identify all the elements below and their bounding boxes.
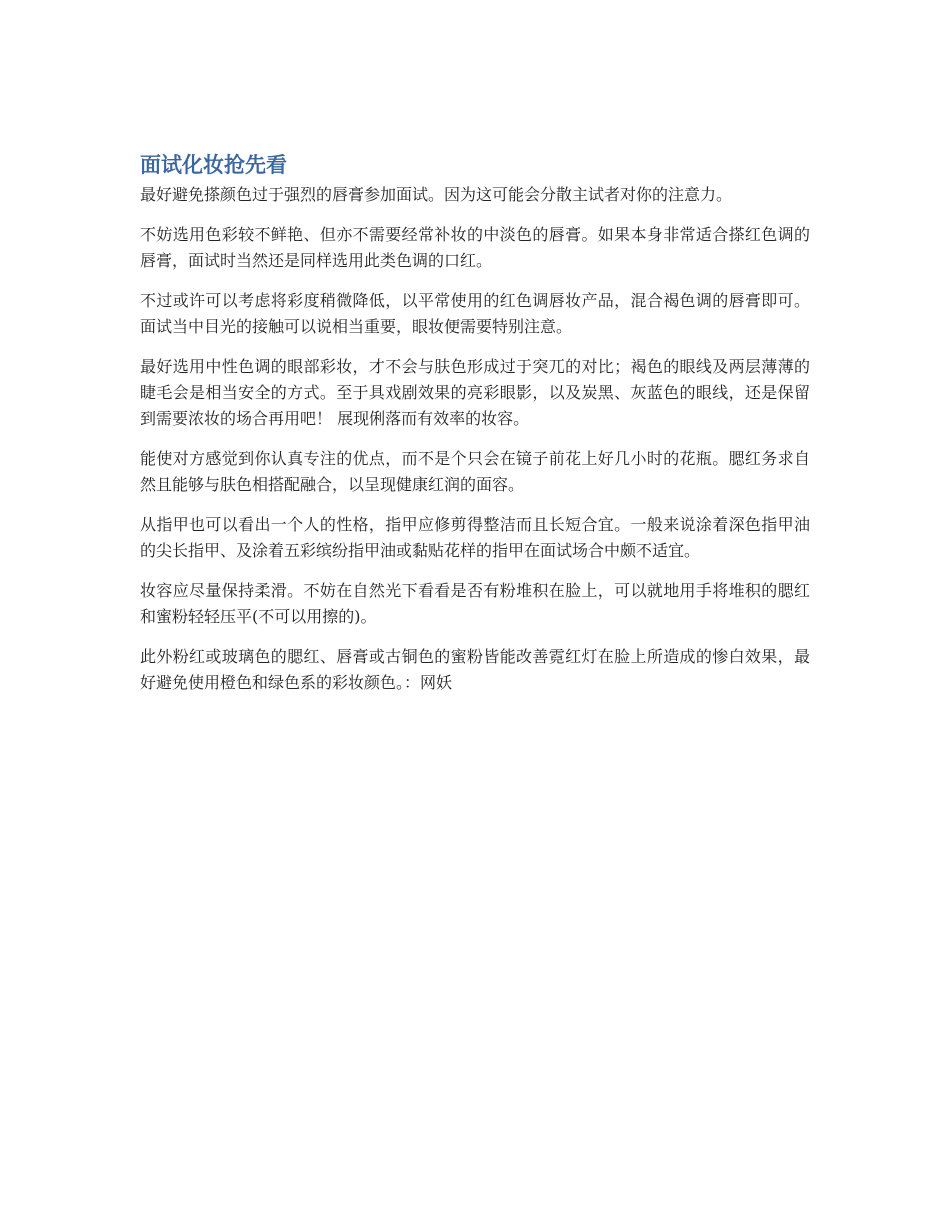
paragraph-3: 不过或许可以考虑将彩度稍微降低，以平常使用的红色调唇妆产品，混合褐色调的唇膏即可。 面试当中目光的接触可以说相当重要，眼妆便需要特别注意。	[140, 291, 810, 336]
paragraph-1: 最好避免搽颜色过于强烈的唇膏参加面试。因为这可能会分散主试者对你的注意力。	[140, 185, 733, 204]
document-page	[140, 150, 810, 710]
paragraph-2: 不妨选用色彩较不鲜艳、但亦不需要经常补妆的中淡色的唇膏。如果本身非常适合搽红色调的唇膏，面试时当然还是同样选用此类色调的口红。	[140, 225, 810, 270]
document-title: 面试化妆抢先看	[140, 153, 287, 177]
paragraph-4: 最好选用中性色调的眼部彩妆，才不会与肤色形成过于突兀的对比；褐色的眼线及两层薄薄的睫毛会是相当安全的方式。至于具戏剧效果的亮彩眼影，以及炭黑、灰蓝色的眼线，还是保留到需要浓妆的场合再用吧！ 展现俐落而有效率的妆容。	[140, 357, 810, 428]
paragraph-8: 此外粉红或玻璃色的腮红、唇膏或古铜色的蜜粉皆能改善霓红灯在脸上所造成的惨白效果，最好避免使用橙色和绿色系的彩妆颜色。：网妖	[140, 647, 810, 692]
paragraph-7: 妆容应尽量保持柔滑。不妨在自然光下看看是否有粉堆积在脸上，可以就地用手将堆积的腮红和蜜粉轻轻压平(不可以用擦的)。	[140, 581, 810, 626]
paragraph-6: 从指甲也可以看出一个人的性格，指甲应修剪得整洁而且长短合宜。一般来说涂着深色指甲油的尖长指甲、及涂着五彩缤纷指甲油或黏贴花样的指甲在面试场合中颇不适宜。	[140, 515, 810, 560]
paragraph-5: 能使对方感觉到你认真专注的优点，而不是个只会在镜子前花上好几小时的花瓶。腮红务求自然且能够与肤色相搭配融合，以呈现健康红润的面容。	[140, 449, 810, 494]
